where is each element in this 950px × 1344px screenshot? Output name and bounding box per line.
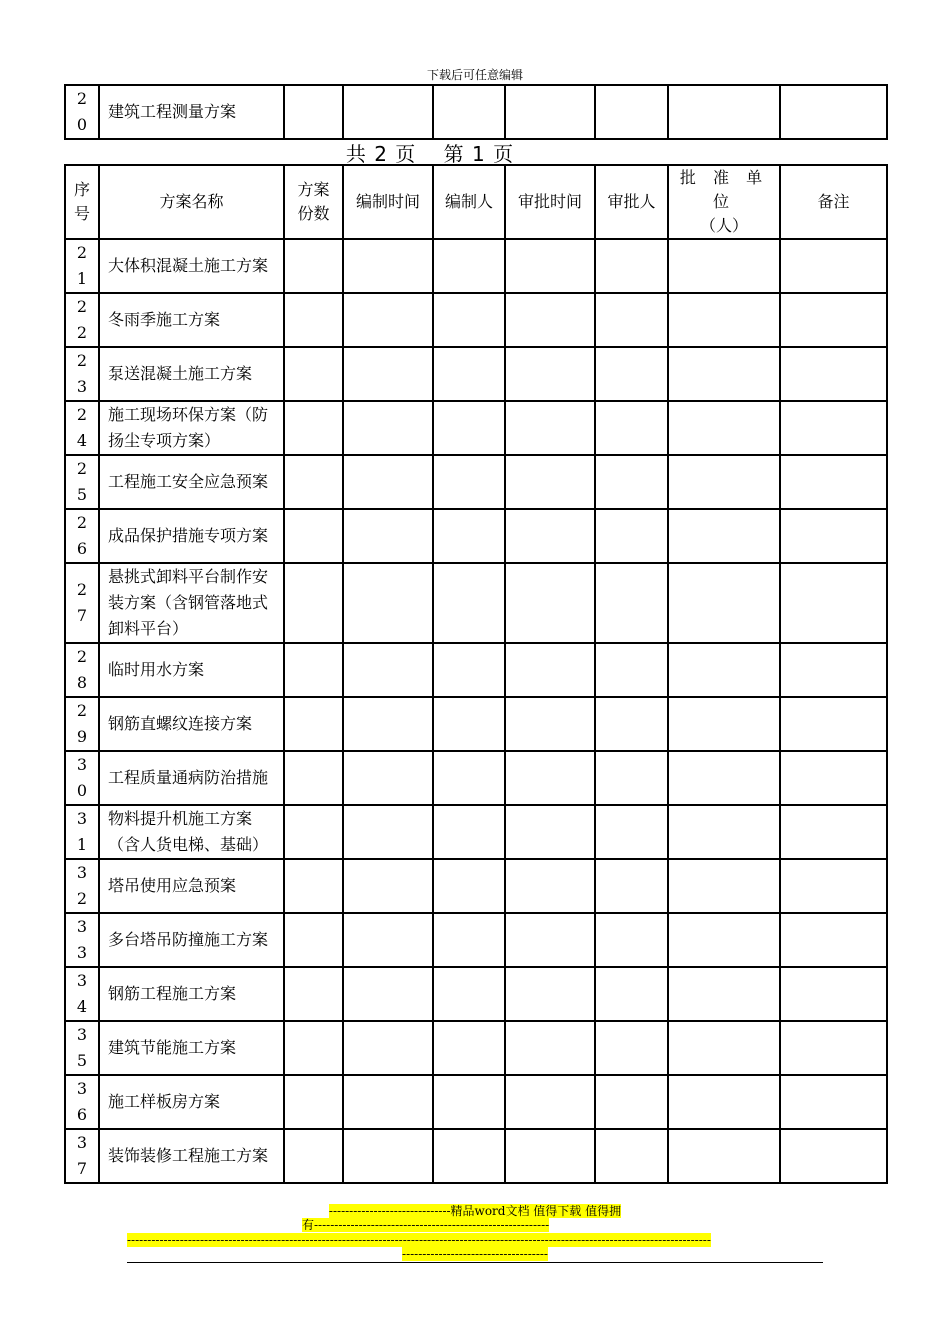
footer-line-4: ------------------------------------ [402,1247,548,1261]
remarks-cell [780,1129,887,1183]
table-row [65,913,887,967]
header-approving-unit: 批 准 单 位 （人） [668,165,780,239]
approving-unit-cell [668,751,780,805]
remarks-cell [780,1021,887,1075]
compiler-cell [433,1021,505,1075]
page-header: 下载后可任意编辑 [426,68,523,82]
header-compiler: 编制人 [433,165,505,239]
compile-time-cell [343,509,433,563]
copies-cell [284,1021,343,1075]
remarks-cell [780,967,887,1021]
continuation-table [64,84,888,140]
seq-cell: 2 2 [65,293,99,347]
copies-cell [284,455,343,509]
remarks-cell [780,455,887,509]
approve-time-cell [505,455,595,509]
approving-unit-cell [668,967,780,1021]
approving-unit-cell [668,239,780,293]
compiler-cell [433,401,505,455]
remarks-cell [780,859,887,913]
approver-cell [595,401,668,455]
plan-name-cell: 建筑工程测量方案 [99,85,284,139]
approver-cell [595,1021,668,1075]
compiler-cell [433,85,505,139]
compile-time-cell [343,1129,433,1183]
copies-cell [284,401,343,455]
compiler-cell [433,239,505,293]
approving-unit-cell [668,859,780,913]
copies-cell [284,1075,343,1129]
compiler-cell [433,293,505,347]
footer-line-2: 有---------------------------------------------------------- [302,1218,550,1232]
plan-name-cell: 工程施工安全应急预案 [99,455,284,509]
compile-time-cell [343,967,433,1021]
approve-time-cell [505,643,595,697]
approve-time-cell [505,509,595,563]
approving-unit-cell [668,697,780,751]
page-counter [0,138,860,167]
seq-cell: 2 5 [65,455,99,509]
table-row [65,1075,887,1129]
remarks-cell [780,697,887,751]
approve-time-cell [505,697,595,751]
table-row [65,347,887,401]
approving-unit-cell [668,1129,780,1183]
footer-line-1: ------------------------------精品word文档 值得下载 值得拥 [328,1204,622,1218]
approve-time-cell [505,563,595,643]
copies-cell [284,85,343,139]
seq-cell: 2 7 [65,563,99,643]
table-row [65,1129,887,1183]
approving-unit-cell [668,509,780,563]
approver-cell [595,697,668,751]
table-row [65,967,887,1021]
header-approver: 审批人 [595,165,668,239]
header-copies: 方案 份数 [284,165,343,239]
compile-time-cell [343,1021,433,1075]
approve-time-cell [505,751,595,805]
approver-cell [595,805,668,859]
seq-cell: 3 3 [65,913,99,967]
plan-name-cell: 临时用水方案 [99,643,284,697]
table-row [65,643,887,697]
approve-time-cell [505,239,595,293]
compiler-cell [433,509,505,563]
plan-name-cell: 成品保护措施专项方案 [99,509,284,563]
approver-cell [595,643,668,697]
compile-time-cell [343,859,433,913]
approving-unit-cell [668,643,780,697]
header-seq: 序 号 [65,165,99,239]
seq-cell: 3 6 [65,1075,99,1129]
plan-name-cell: 钢筋工程施工方案 [99,967,284,1021]
plan-name-cell: 钢筋直螺纹连接方案 [99,697,284,751]
remarks-cell [780,1075,887,1129]
compiler-cell [433,913,505,967]
compile-time-cell [343,347,433,401]
approver-cell [595,1075,668,1129]
total-pages: 共 2 页 [345,142,417,166]
compile-time-cell [343,805,433,859]
compile-time-cell [343,401,433,455]
plan-name-cell: 泵送混凝土施工方案 [99,347,284,401]
approver-cell [595,751,668,805]
remarks-cell [780,751,887,805]
current-page: 第 1 页 [443,142,515,166]
approve-time-cell [505,1075,595,1129]
plan-name-cell: 多台塔吊防撞施工方案 [99,913,284,967]
seq-cell: 2 1 [65,239,99,293]
copies-cell [284,347,343,401]
compile-time-cell [343,697,433,751]
approve-time-cell [505,967,595,1021]
approving-unit-cell [668,563,780,643]
compiler-cell [433,1129,505,1183]
plan-name-cell: 装饰装修工程施工方案 [99,1129,284,1183]
header-approve-time: 审批时间 [505,165,595,239]
approve-time-cell [505,85,595,139]
approver-cell [595,455,668,509]
table-row [65,1021,887,1075]
plan-name-cell: 工程质量通病防治措施 [99,751,284,805]
approving-unit-cell [668,1075,780,1129]
copies-cell [284,1129,343,1183]
compiler-cell [433,1075,505,1129]
copies-cell [284,751,343,805]
compiler-cell [433,347,505,401]
approver-cell [595,293,668,347]
header-plan-name: 方案名称 [99,165,284,239]
remarks-cell [780,239,887,293]
compiler-cell [433,455,505,509]
seq-cell: 2 6 [65,509,99,563]
approve-time-cell [505,1021,595,1075]
compile-time-cell [343,563,433,643]
footer-rule [127,1262,823,1263]
plan-name-cell: 施工现场环保方案（防扬尘专项方案） [99,401,284,455]
approver-cell [595,563,668,643]
approving-unit-cell [668,455,780,509]
compiler-cell [433,697,505,751]
remarks-cell [780,913,887,967]
copies-cell [284,509,343,563]
copies-cell [284,563,343,643]
seq-cell: 2 0 [65,85,99,139]
header-remarks: 备注 [780,165,887,239]
approver-cell [595,509,668,563]
approving-unit-cell [668,401,780,455]
compiler-cell [433,563,505,643]
compile-time-cell [343,751,433,805]
compile-time-cell [343,643,433,697]
remarks-cell [780,643,887,697]
approve-time-cell [505,1129,595,1183]
copies-cell [284,859,343,913]
seq-cell: 3 0 [65,751,99,805]
approver-cell [595,913,668,967]
compile-time-cell [343,85,433,139]
remarks-cell [780,805,887,859]
table-row [65,509,887,563]
table-row [65,455,887,509]
seq-cell: 3 7 [65,1129,99,1183]
approving-unit-cell [668,805,780,859]
approver-cell [595,967,668,1021]
table-row [65,401,887,455]
seq-cell: 2 4 [65,401,99,455]
approver-cell [595,85,668,139]
compiler-cell [433,967,505,1021]
header-row [65,165,887,239]
seq-cell: 3 2 [65,859,99,913]
remarks-cell [780,347,887,401]
compile-time-cell [343,1075,433,1129]
approve-time-cell [505,859,595,913]
plan-name-cell: 大体积混凝土施工方案 [99,239,284,293]
plan-name-cell: 冬雨季施工方案 [99,293,284,347]
remarks-cell [780,85,887,139]
seq-cell: 3 5 [65,1021,99,1075]
remarks-cell [780,293,887,347]
approver-cell [595,1129,668,1183]
plan-name-cell: 悬挑式卸料平台制作安装方案（含钢管落地式卸料平台） [99,563,284,643]
seq-cell: 2 9 [65,697,99,751]
seq-cell: 3 4 [65,967,99,1021]
compile-time-cell [343,239,433,293]
approve-time-cell [505,347,595,401]
compiler-cell [433,751,505,805]
table-row [65,805,887,859]
approving-unit-cell [668,1021,780,1075]
table-row [65,697,887,751]
plan-table [64,164,888,1184]
plan-name-cell: 塔吊使用应急预案 [99,859,284,913]
compile-time-cell [343,455,433,509]
approving-unit-cell [668,347,780,401]
remarks-cell [780,401,887,455]
compiler-cell [433,859,505,913]
copies-cell [284,239,343,293]
plan-name-cell: 建筑节能施工方案 [99,1021,284,1075]
compiler-cell [433,805,505,859]
approve-time-cell [505,401,595,455]
approving-unit-cell [668,293,780,347]
table-row [65,293,887,347]
footer-line-3: ------------------------------------------------------------------------------------------------------------------------------------------------ [127,1233,711,1247]
header-compile-time: 编制时间 [343,165,433,239]
remarks-cell [780,509,887,563]
table-row [65,859,887,913]
approving-unit-cell [668,913,780,967]
compile-time-cell [343,913,433,967]
remarks-cell [780,563,887,643]
plan-name-cell: 施工样板房方案 [99,1075,284,1129]
table-row [65,85,887,139]
compiler-cell [433,643,505,697]
approver-cell [595,239,668,293]
copies-cell [284,967,343,1021]
seq-cell: 2 8 [65,643,99,697]
seq-cell: 3 1 [65,805,99,859]
approver-cell [595,347,668,401]
copies-cell [284,293,343,347]
copies-cell [284,805,343,859]
copies-cell [284,913,343,967]
seq-cell: 2 3 [65,347,99,401]
approve-time-cell [505,913,595,967]
compile-time-cell [343,293,433,347]
approve-time-cell [505,293,595,347]
table-row [65,239,887,293]
approver-cell [595,859,668,913]
approving-unit-cell [668,85,780,139]
copies-cell [284,643,343,697]
table-row [65,563,887,643]
plan-name-cell: 物料提升机施工方案（含人货电梯、基础） [99,805,284,859]
copies-cell [284,697,343,751]
table-row [65,751,887,805]
approve-time-cell [505,805,595,859]
